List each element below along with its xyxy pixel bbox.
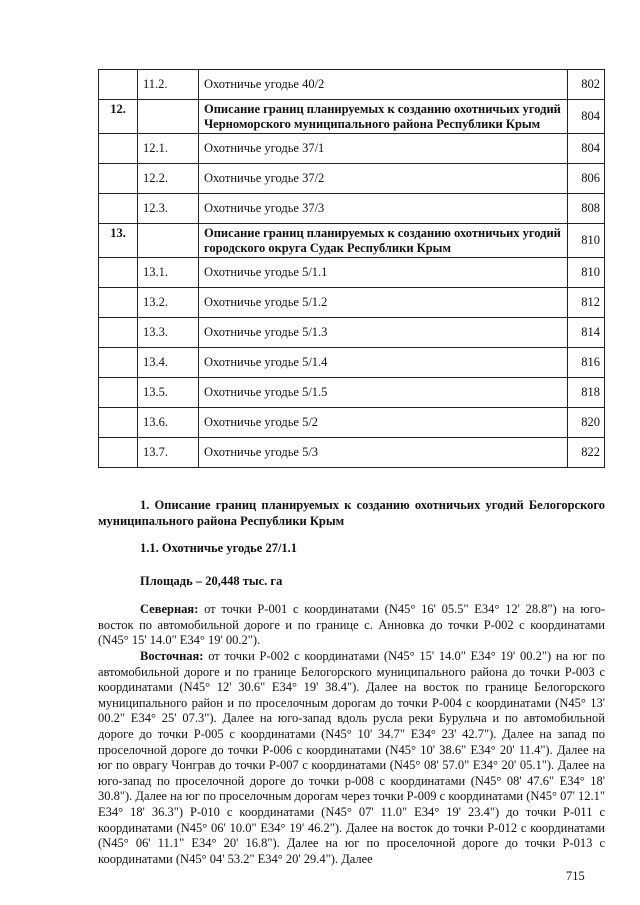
table-of-contents (98, 69, 605, 468)
toc-page-number: 812 (568, 288, 605, 318)
toc-item-number: 12.3. (138, 194, 199, 224)
toc-section-number (99, 258, 138, 288)
toc-item-title: Охотничье угодье 5/1.1 (199, 258, 568, 288)
toc-page-number: 804 (568, 134, 605, 164)
toc-item-title: Охотничье угодье 37/1 (199, 134, 568, 164)
toc-item-number: 13.1. (138, 258, 199, 288)
toc-row (99, 288, 605, 318)
toc-page-number: 820 (568, 408, 605, 438)
toc-row (99, 70, 605, 100)
toc-item-title: Охотничье угодье 5/1.4 (199, 348, 568, 378)
toc-item-title: Описание границ планируемых к созданию охотничьих угодий городского округа Судак Республики Крым (199, 224, 568, 258)
toc-section-number (99, 194, 138, 224)
toc-item-title: Охотничье угодье 5/2 (199, 408, 568, 438)
toc-section-number (99, 318, 138, 348)
toc-item-number: 13.3. (138, 318, 199, 348)
toc-body (99, 70, 605, 468)
toc-page-number: 814 (568, 318, 605, 348)
toc-item-title: Охотничье угодье 37/3 (199, 194, 568, 224)
area-line: Площадь – 20,448 тыс. га (140, 574, 283, 588)
toc-section-number (99, 348, 138, 378)
toc-item-title: Охотничье угодье 5/3 (199, 438, 568, 468)
toc-item-title: Описание границ планируемых к созданию охотничьих угодий Черноморского муниципального района Республики Крым (199, 100, 568, 134)
toc-row (99, 194, 605, 224)
subsection-heading: 1.1. Охотничье угодье 27/1.1 (140, 541, 298, 555)
toc-section-number (99, 288, 138, 318)
toc-item-number: 12.1. (138, 134, 199, 164)
toc-page-number: 810 (568, 224, 605, 258)
north-boundary-label: Северная: (140, 602, 199, 616)
toc-section-number (99, 438, 138, 468)
north-boundary-paragraph (98, 602, 605, 649)
east-boundary-label: Восточная: (140, 649, 204, 663)
east-boundary-text: от точки Р-002 с координатами (N45° 15' 14.0" E34° 19' 00.2") на юг по автомобильной дороге и по границе Белогорского муниципального района до точки Р-003 с координатами (N45° 12' 30.6" E34° 19' 38.4"). Далее на восток по границе Белогорского муниципального район и по проселочным дорогам до точки Р-004 с координатами (N45° 13' 00.2" E34° 25' 07.3"). Далее на юго-запад вдоль русла реки Бурульча и по автомобильной дороге до точки Р-005 с координатами (N45° 10' 34.7" E34° 23' 42.7"). Далее на запад по проселочной дороге до точки Р-006 с координатами (N45° 10' 38.6" E34° 20' 11.4"). Далее на юг по оврагу Чонграв до точки Р-007 с координатами (N45° 08' 57.0" E34° 20' 05.1"). Далее на юго-запад по проселочной дороге до точки р-008 с координатами (N45° 08' 47.6" E34° 18' 30.8"). Далее на юг по проселочным дорогам через точки Р-009 с координатами (N45° 07' 12.1" E34° 18' 36.3") Р-010 с координатами (N45° 07' 11.0" E34° 19' 23.4") до точки Р-011 с координатами (N45° 06' 10.0" E34° 19' 46.2"). Далее на восток до точки Р-012 с координатами (N45° 06' 11.1" E34° 20' 16.8"). Далее на юг по проселочной дороге до точки Р-013 с координатами (N45° 04' 53.2" E34° 20' 29.4"). Далее (98, 649, 605, 866)
toc-section-number (99, 134, 138, 164)
toc-page-number: 804 (568, 100, 605, 134)
toc-item-title: Охотничье угодье 5/1.3 (199, 318, 568, 348)
toc-item-number: 13.4. (138, 348, 199, 378)
toc-item-title: Охотничье угодье 40/2 (199, 70, 568, 100)
toc-page-number: 802 (568, 70, 605, 100)
toc-item-title: Охотничье угодье 5/1.5 (199, 378, 568, 408)
toc-item-title: Охотничье угодье 5/1.2 (199, 288, 568, 318)
toc-page-number: 810 (568, 258, 605, 288)
toc-section-number (99, 378, 138, 408)
toc-section-row (99, 224, 605, 258)
toc-section-row (99, 100, 605, 134)
toc-row (99, 348, 605, 378)
toc-page-number: 806 (568, 164, 605, 194)
toc-item-title: Охотничье угодье 37/2 (199, 164, 568, 194)
toc-page-number: 816 (568, 348, 605, 378)
toc-section-number (99, 70, 138, 100)
toc-item-number: 11.2. (138, 70, 199, 100)
toc-row (99, 438, 605, 468)
toc-page-number: 808 (568, 194, 605, 224)
toc-item-number: 13.5. (138, 378, 199, 408)
toc-item-number: 13.2. (138, 288, 199, 318)
toc-row (99, 134, 605, 164)
toc-item-number: 13.6. (138, 408, 199, 438)
toc-row (99, 164, 605, 194)
toc-page-number: 822 (568, 438, 605, 468)
toc-item-number: 13.7. (138, 438, 199, 468)
section-heading: 1. Описание границ планируемых к созданию охотничьих угодий Белогорского муниципального района Республики Крым (98, 498, 605, 528)
east-boundary-paragraph (98, 649, 605, 867)
toc-section-number: 12. (99, 100, 138, 134)
page-number: 715 (566, 869, 585, 883)
toc-item-number (138, 100, 199, 134)
north-boundary-text: от точки Р-001 с координатами (N45° 16' 05.5" E34° 12' 28.8") на юго-восток по автомобильной дороге и по границе с. Анновка до точки Р-002 с координатами (N45° 15' 14.0" E34° 19' 00.2"). (98, 602, 605, 648)
toc-row (99, 378, 605, 408)
toc-row (99, 258, 605, 288)
toc-page-number: 818 (568, 378, 605, 408)
toc-item-number (138, 224, 199, 258)
toc-item-number: 12.2. (138, 164, 199, 194)
toc-row (99, 408, 605, 438)
toc-section-number (99, 408, 138, 438)
toc-row (99, 318, 605, 348)
toc-section-number: 13. (99, 224, 138, 258)
toc-section-number (99, 164, 138, 194)
